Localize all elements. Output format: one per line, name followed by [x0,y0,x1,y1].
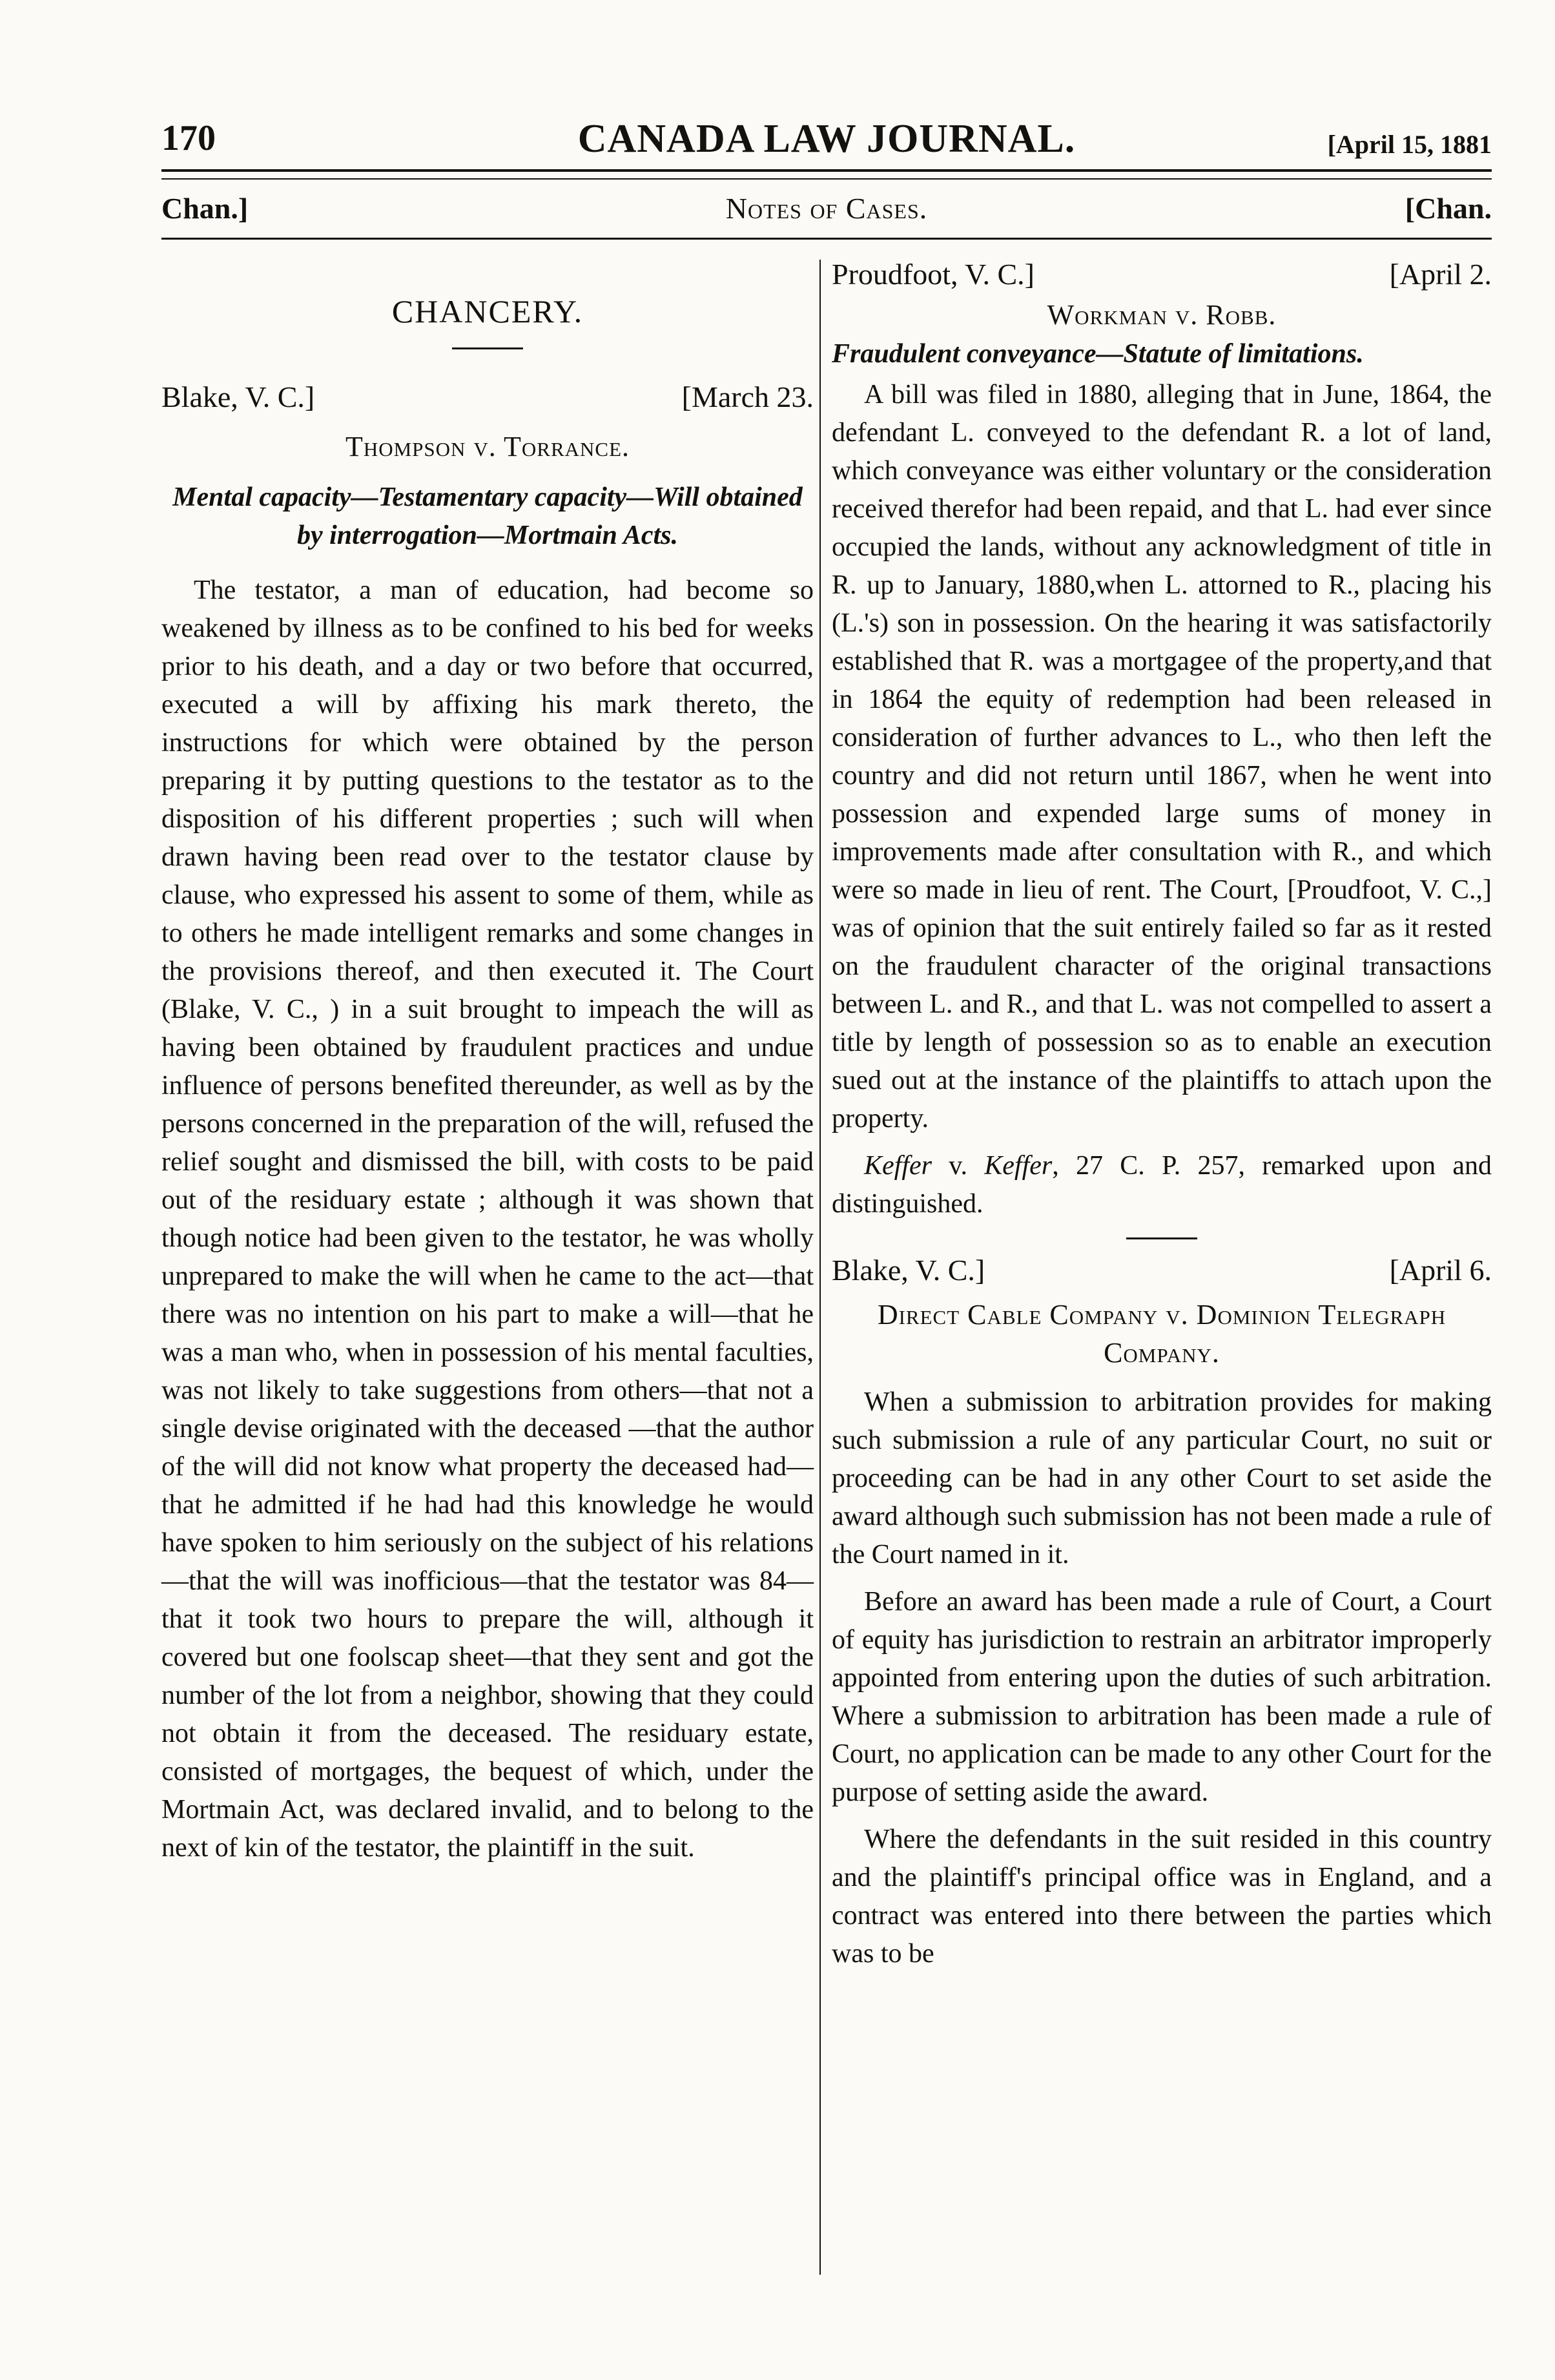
section-right: [Chan. [1405,192,1492,225]
citation-party-2: Keffer [984,1151,1053,1181]
case-date: [March 23. [681,380,814,413]
short-rule [452,347,523,349]
case-date: [April 2. [1389,258,1492,291]
case-title: Thompson v. Torrance. [345,431,630,462]
header-double-rule [161,169,1492,180]
headnote: Mental capacity—Testamentary capacity—Will obtained by interrogation—Mortmain Acts. [172,482,803,550]
judge-name: Blake, V. C.] [161,380,315,413]
case-paragraph: Where the defendants in the suit resided in this country and the plaintiff's principal office was in England, and a contract was entered into there between the parties which was to be [832,1825,1492,1969]
case-title: Workman v. Robb. [1047,299,1277,331]
case-body: The testator, a man of education, had become so weakened by illness as to be confined to his bed for weeks prior to his death, and a day or two before that occurred, executed a will by affixing his mark thereto, the instructions for which were obtained by the person preparing it by putting questions to the testator as to the disposition of his different properties ; such will when drawn having been read over to the testator clause by clause, who expressed his assent to some of them, while as to others he made intelligent remarks and some changes in the provisions thereof, and then executed it. The Court (Blake, V. C., ) in a suit brought to impeach the will as having been obtained by fraudulent practices and undue influence of persons benefited thereunder, as well as by the persons concerned in the preparation of the will, refused the relief sought and dismissed the bill, with costs to be paid out of the residuary estate ; although it was shown that though notice had been given to the testator, he was wholly unprepared to make the will when he came to the act—that there was no intention on his part to make a will—that he was a man who, when in possession of his mental faculties, was not likely to take suggestions from others—that not a single devise originated with the deceased —that the author of the will did not know what property the deceased had—that he admitted if he had had this knowledge he would have spoken to him seriously on the subject of his relations—that the will was inofficious—that the testator was 84—that it took two hours to prepare the will, although it covered but one foolscap sheet—that they sent and got the number of the lot from a neighbor, showing that they could not obtain it from the deceased. The residuary estate, consisted of mortgages, the bequest of which, under the Mortmain Act, was declared invalid, and to belong to the next of kin of the testator, the plaintiff in the suit. [161,575,814,1863]
section-rule [161,238,1492,240]
citation-v: v. [931,1151,985,1181]
citation [832,1147,1492,1223]
section-left: Chan.] [161,192,249,225]
judge-line [832,255,1492,293]
issue-date: [April 15, 1881 [1327,130,1492,159]
judge-name: Blake, V. C.] [832,1254,985,1287]
headnote: Fraudulent conveyance—Statute of limitations. [832,339,1364,369]
column-divider [819,260,821,2275]
judge-name: Proudfoot, V. C.] [832,258,1035,291]
case-separator [1126,1237,1197,1239]
court-title: CHANCERY. [391,293,584,329]
case-date: [April 6. [1389,1254,1492,1287]
citation-rest: , 27 C. P. 257, remarked upon and distinguished. [832,1151,1492,1219]
section-head [161,191,1492,236]
case-title: Direct Cable Company v. Dominion Telegraph Company. [877,1299,1447,1369]
judge-line [161,378,814,416]
section-title: Notes of Cases. [725,192,928,225]
running-head [161,110,1492,168]
left-column [161,255,814,1867]
citation-party-1: Keffer [864,1151,932,1181]
page-number: 170 [161,118,216,158]
journal-title: CANADA LAW JOURNAL. [577,117,1076,161]
right-column [832,255,1492,1973]
case-body: A bill was filed in 1880, alleging that in June, 1864, the defendant L. conveyed to the defendant R. a lot of land, which conveyance was either voluntary or the consideration received therefor had been repaid, and that L. had ever since occupied the lands, without any acknowledgment of title in R. up to January, 1880,when L. attorned to R., placing his (L.'s) son in possession. On the hearing it was satisfactorily established that R. was a mortgagee of the property,and that in 1864 the equity of redemption had been released in consideration of further advances to L., who then left the country and did not return until 1867, when he went into possession and expended large sums of money in improvements made after consultation with R., and which were so made in lieu of rent. The Court, [Proudfoot, V. C.,] was of opinion that the suit entirely failed so far as it rested on the fraudulent character of the original transactions between L. and R., and that L. was not compelled to assert a title by length of possession so as to enable an execution sued out at the instance of the plaintiffs to attach upon the property. [832,380,1492,1133]
judge-line [832,1251,1492,1289]
case-paragraph: Before an award has been made a rule of Court, a Court of equity has jurisdiction to restrain an arbitrator improperly appointed from entering upon the duties of such arbitration. Where a submission to arbitration has been made a rule of Court, no application can be made to any other Court for the purpose of setting aside the award. [832,1587,1492,1807]
case-paragraph: When a submission to arbitration provides for making such submission a rule of any particular Court, no suit or proceeding can be had in any other Court to set aside the award although such submission has not been made a rule of the Court named in it. [832,1387,1492,1569]
